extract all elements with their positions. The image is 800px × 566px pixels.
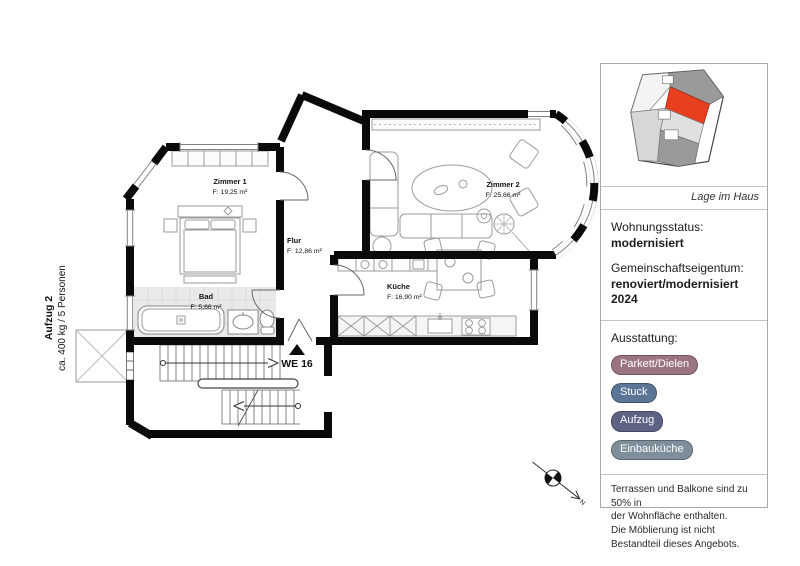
svg-text:ca. 400 kg / 5 Personen: ca. 400 kg / 5 Personen — [57, 265, 68, 371]
status-label: Wohnungsstatus: — [611, 220, 704, 234]
building-map — [605, 67, 763, 183]
status-value: renoviert/modernisiert 2024 — [611, 276, 739, 307]
staircase — [160, 345, 301, 426]
svg-text:F: 5,66 m²: F: 5,66 m² — [190, 304, 222, 311]
entrance-marker — [281, 344, 313, 370]
status-label: Gemeinschaftseigentum: — [611, 261, 744, 276]
svg-text:N: N — [578, 498, 587, 507]
unit-label: WE 16 — [281, 358, 313, 370]
features-section — [601, 321, 767, 474]
svg-text:F: 16,90 m²: F: 16,90 m² — [387, 294, 422, 301]
feature-badge: Stuck — [611, 383, 657, 403]
svg-text:Zimmer 1: Zimmer 1 — [213, 177, 247, 186]
elevator-shaft — [76, 330, 134, 382]
location-map — [601, 64, 767, 186]
info-sidebar — [600, 63, 768, 550]
features-title: Ausstattung: — [611, 330, 678, 345]
entrance-arrow-icon — [289, 344, 305, 355]
bedroom-furniture — [164, 151, 268, 283]
map-caption: Lage im Haus — [601, 186, 767, 210]
feature-badge: Aufzug — [611, 411, 663, 431]
svg-text:Flur: Flur — [287, 236, 302, 245]
bay-windows — [552, 114, 594, 255]
svg-text:F: 25,66 m²: F: 25,66 m² — [485, 192, 521, 199]
svg-text:Zimmer 2: Zimmer 2 — [486, 180, 520, 189]
svg-text:Aufzug 2: Aufzug 2 — [43, 295, 55, 341]
svg-text:Bad: Bad — [198, 292, 214, 301]
elevator-caption — [43, 265, 68, 371]
disclaimer-note: Terrassen und Balkone sind zu 50% in der Wohnfläche enthalten. Die Möblierung ist nicht Bestandteil dieses Angebots. — [601, 474, 767, 561]
status-value: modernisiert — [611, 235, 684, 250]
feature-badge: Parkett/Dielen — [611, 355, 698, 375]
svg-text:F: 12,86 m²: F: 12,86 m² — [287, 248, 322, 255]
status-section — [601, 210, 767, 321]
feature-badge: Einbauküche — [611, 440, 693, 460]
svg-text:Küche: Küche — [387, 282, 410, 291]
compass-icon — [528, 456, 591, 510]
svg-text:F: 19,25 m²: F: 19,25 m² — [212, 189, 248, 196]
